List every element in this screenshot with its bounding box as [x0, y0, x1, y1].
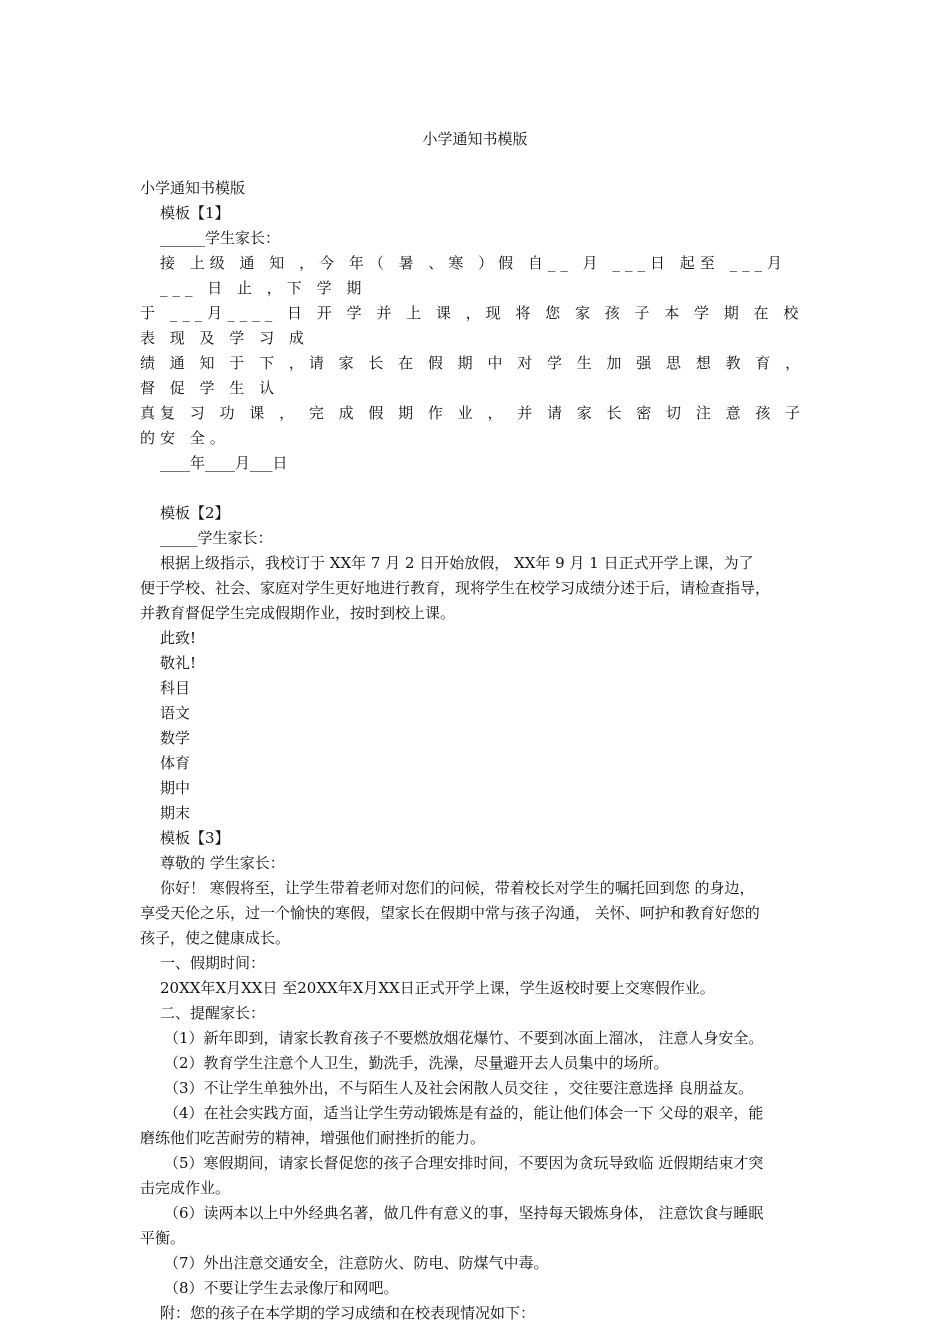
template-3-label: 模板【3】 [160, 829, 230, 847]
page-title: 小学通知书模版 [422, 130, 528, 148]
section-text: 20XX年X月XX日 至20XX年X月XX日正式开学上课，学生返校时要上交寒假作业。 [160, 979, 715, 997]
reminder-item-cont: 击完成作业。 [140, 1179, 231, 1197]
reminder-item-cont: 磨练他们吃苦耐劳的精神，增强他们耐挫折的能力。 [140, 1129, 486, 1147]
table-cell: 语文 [160, 704, 191, 722]
reminder-item: （5）寒假期间，请家长督促您的孩子合理安排时间，不要因为贪玩导致临 近假期结束才突 [164, 1154, 764, 1172]
reminder-item-cont: 平衡。 [140, 1229, 186, 1247]
template-1-line: 接 上级 通 知 ，今 年（ 暑 、寒 ）假 自__ 月 ___日 起至 ___月___ 日 止 ，下 学 期 [160, 254, 787, 297]
template-1-line: 真复 习 功 课 ， 完 成 假 期 作 业 ， 并 请 家 长 密 切 注 意 孩 子 的安 全。 [140, 404, 815, 447]
reminder-item: （8）不要让学生去录像厅和网吧。 [164, 1279, 399, 1297]
template-2-salutation: _____学生家长： [160, 529, 273, 547]
closing-line: 敬礼! [160, 654, 197, 672]
reminder-item: （2）教育学生注意个人卫生，勤洗手，洗澡，尽量避开去人员集中的场所。 [164, 1054, 669, 1072]
appendix-line: 附：您的孩子在本学期的学习成绩和在校表现情况如下： [160, 1304, 536, 1322]
document-heading: 小学通知书模版 [140, 179, 246, 197]
table-cell: 科目 [160, 679, 191, 697]
template-2-line: 并教育督促学生完成假期作业，按时到校上课。 [140, 604, 456, 622]
template-2-line: 便于学校、社会、家庭对学生更好地进行教育，现将学生在校学习成绩分述于后，请检查指导， [140, 579, 771, 597]
section-heading: 二、提醒家长： [160, 1004, 266, 1022]
reminder-item: （1）新年即到，请家长教育孩子不要燃放烟花爆竹、不要到冰面上溜冰， 注意人身安全。 [164, 1029, 764, 1047]
template-1-label: 模板【1】 [160, 204, 230, 222]
section-heading: 一、假期时间： [160, 954, 266, 972]
template-3-line: 享受天伦之乐，过一个愉快的寒假，望家长在假期中常与孩子沟通， 关怀、呵护和教育好您的 [140, 904, 760, 922]
template-3-salutation: 尊敬的 学生家长： [160, 854, 285, 872]
reminder-item: （4）在社会实践方面，适当让学生劳动锻炼是有益的，能让他们体会一下 父母的艰辛，能 [164, 1104, 764, 1122]
template-1-salutation: ______学生家长： [160, 229, 281, 247]
reminder-item: （6）读两本以上中外经典名著，做几件有意义的事，坚持每天锻炼身体， 注意饮食与睡眠 [164, 1204, 764, 1222]
closing-line: 此致! [160, 629, 197, 647]
template-2-label: 模板【2】 [160, 504, 230, 522]
reminder-item: （7）外出注意交通安全，注意防火、防电、防煤气中毒。 [164, 1254, 549, 1272]
template-2-line: 根据上级指示，我校订于 XX年 7 月 2 日开始放假， XX年 9 月 1 日正式开学上课，为了 [160, 554, 754, 572]
table-cell: 期末 [160, 804, 191, 822]
reminder-item: （3）不让学生单独外出，不与陌生人及社会闲散人员交往 ，交往要注意选择 良朋益友。 [164, 1079, 754, 1097]
template-1-date: ____年____月___日 [160, 454, 288, 472]
document-body [140, 176, 815, 1326]
spacer [140, 476, 808, 501]
template-3-line: 你好！ 寒假将至，让学生带着老师对您们的问候，带着校长对学生的嘱托回到您 的身边， [160, 879, 755, 897]
template-3-line: 孩子，使之健康成长。 [140, 929, 291, 947]
table-cell: 体育 [160, 754, 191, 772]
template-1-line: 绩 通 知 于 下 ，请 家 长 在 假 期 中 对 学 生 加 强 思 想 教 育 ， 督 促 学 生 认 [140, 354, 815, 397]
table-cell: 数学 [160, 729, 191, 747]
template-1-line: 于 ___月____ 日 开 学 并 上 课 ，现 将 您 家 孩 子 本 学 期 在 校 表 现 及 学 习 成 [140, 304, 814, 347]
table-cell: 期中 [160, 779, 191, 797]
